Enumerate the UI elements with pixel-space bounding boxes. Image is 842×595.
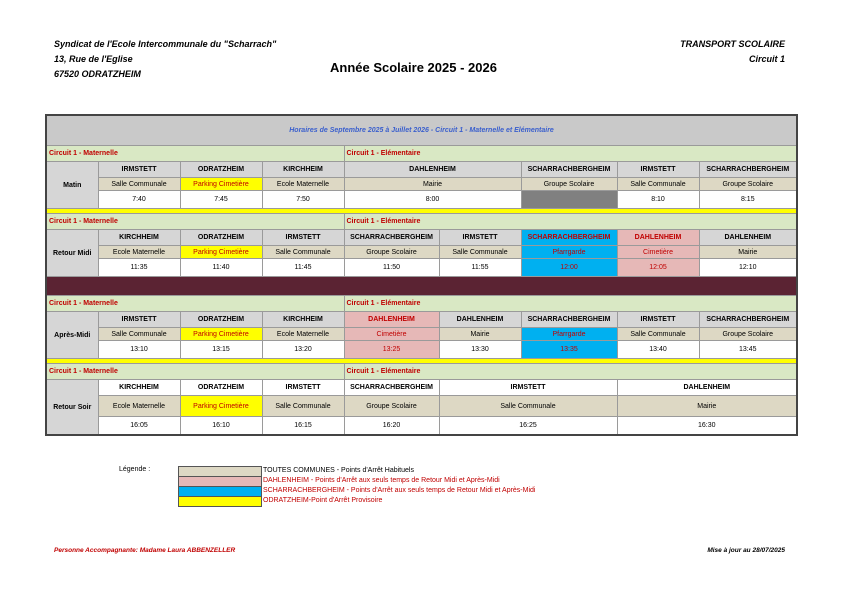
- legend-text-toutes-communes: TOUTES COMMUNES - Points d'Arrêt Habituels: [263, 467, 414, 474]
- time-cell: 16:10: [180, 417, 262, 436]
- commune-cell: IRMSTETT: [262, 230, 344, 246]
- stop-cell: Mairie: [344, 178, 521, 191]
- stop-cell: Groupe Scolaire: [521, 178, 617, 191]
- commune-cell: KIRCHHEIM: [98, 380, 180, 396]
- time-cell: 13:30: [439, 341, 521, 359]
- lunch-break-divider: [46, 277, 797, 296]
- commune-cell: SCHARRACHBERGHEIM: [344, 380, 439, 396]
- period-label-apres-midi: Après-Midi: [46, 312, 98, 359]
- legend-text-scharrachbergheim: SCHARRACHBERGHEIM - Points d'Arrêt aux seuls temps de Retour Midi et Après-Midi: [263, 487, 536, 494]
- commune-cell: DAHLENHEIM: [344, 312, 439, 328]
- commune-cell: DAHLENHEIM: [617, 230, 699, 246]
- commune-cell: IRMSTETT: [617, 162, 699, 178]
- time-cell: 13:45: [699, 341, 797, 359]
- stop-cell: Cimetière: [344, 328, 439, 341]
- commune-cell: SCHARRACHBERGHEIM: [521, 162, 617, 178]
- commune-cell: IRMSTETT: [98, 312, 180, 328]
- commune-cell: ODRATZHEIM: [180, 380, 262, 396]
- org-city: 67520 ODRATZHEIM: [54, 69, 141, 79]
- time-cell: 13:10: [98, 341, 180, 359]
- commune-cell: DAHLENHEIM: [439, 312, 521, 328]
- commune-cell: DAHLENHEIM: [699, 230, 797, 246]
- stop-cell: Salle Communale: [617, 178, 699, 191]
- schedule-banner: Horaires de Septembre 2025 à Juillet 2026 - Circuit 1 - Maternelle et Elémentaire: [46, 115, 797, 146]
- footer-update-date: Mise à jour au 28/07/2025: [707, 547, 785, 554]
- stop-cell: Groupe Scolaire: [344, 246, 439, 259]
- commune-cell: SCHARRACHBERGHEIM: [521, 312, 617, 328]
- period-label-retour-soir: Retour Soir: [46, 380, 98, 436]
- schedule-table: [45, 114, 798, 436]
- legend-text-dahlenheim: DAHLENHEIM - Points d'Arrêt aux seuls temps de Retour Midi et Après-Midi: [263, 477, 500, 484]
- time-cell: 16:15: [262, 417, 344, 436]
- commune-cell: DAHLENHEIM: [344, 162, 521, 178]
- stop-cell: Parking Cimetière: [180, 396, 262, 417]
- circuit-label: Circuit 1: [748, 54, 785, 64]
- commune-cell: DAHLENHEIM: [617, 380, 797, 396]
- commune-cell: SCHARRACHBERGHEIM: [521, 230, 617, 246]
- period-label-matin: Matin: [46, 162, 98, 209]
- stop-cell: Groupe Scolaire: [344, 396, 439, 417]
- footer-accompagnante: Personne Accompagnante: Madame Laura ABBENZELLER: [54, 547, 236, 554]
- time-cell: 11:50: [344, 259, 439, 277]
- time-cell: 8:15: [699, 191, 797, 209]
- time-cell: 8:10: [617, 191, 699, 209]
- stop-cell: Parking Cimetière: [180, 328, 262, 341]
- time-cell: 11:55: [439, 259, 521, 277]
- legend-swatch-odratzheim: [178, 496, 262, 507]
- stop-cell: Groupe Scolaire: [699, 328, 797, 341]
- stop-cell: Salle Communale: [262, 246, 344, 259]
- commune-cell: SCHARRACHBERGHEIM: [699, 162, 797, 178]
- transport-header: [680, 37, 785, 67]
- stop-cell: Parking Cimetière: [180, 178, 262, 191]
- time-cell: 13:25: [344, 341, 439, 359]
- commune-cell: KIRCHHEIM: [262, 312, 344, 328]
- stop-cell: Pfarrgarde: [521, 246, 617, 259]
- time-cell-empty: [521, 191, 617, 209]
- time-cell: 16:30: [617, 417, 797, 436]
- commune-cell: IRMSTETT: [439, 380, 617, 396]
- time-cell: 12:05: [617, 259, 699, 277]
- stop-cell: Salle Communale: [98, 328, 180, 341]
- commune-cell: IRMSTETT: [262, 380, 344, 396]
- stop-cell: Ecole Maternelle: [262, 178, 344, 191]
- circuit-maternelle-label: Circuit 1 - Maternelle: [46, 214, 344, 230]
- period-label-retour-midi: Retour Midi: [46, 230, 98, 277]
- time-cell: 13:35: [521, 341, 617, 359]
- transport-title: TRANSPORT SCOLAIRE: [680, 39, 785, 49]
- commune-cell: ODRATZHEIM: [180, 162, 262, 178]
- stop-cell: Salle Communale: [439, 246, 521, 259]
- stop-cell: Ecole Maternelle: [262, 328, 344, 341]
- commune-cell: IRMSTETT: [439, 230, 521, 246]
- time-cell: 12:00: [521, 259, 617, 277]
- time-cell: 8:00: [344, 191, 521, 209]
- time-cell: 13:40: [617, 341, 699, 359]
- time-cell: 16:25: [439, 417, 617, 436]
- time-cell: 7:45: [180, 191, 262, 209]
- stop-cell: Groupe Scolaire: [699, 178, 797, 191]
- time-cell: 16:20: [344, 417, 439, 436]
- stop-cell: Ecole Maternelle: [98, 396, 180, 417]
- time-cell: 13:15: [180, 341, 262, 359]
- time-cell: 13:20: [262, 341, 344, 359]
- circuit-maternelle-label: Circuit 1 - Maternelle: [46, 296, 344, 312]
- stop-cell: Salle Communale: [617, 328, 699, 341]
- org-header: [54, 37, 276, 82]
- commune-cell: IRMSTETT: [98, 162, 180, 178]
- stop-cell: Mairie: [439, 328, 521, 341]
- commune-cell: KIRCHHEIM: [262, 162, 344, 178]
- circuit-elementaire-label: Circuit 1 - Elémentaire: [344, 146, 797, 162]
- stop-cell: Salle Communale: [262, 396, 344, 417]
- stop-cell: Pfarrgarde: [521, 328, 617, 341]
- time-cell: 7:50: [262, 191, 344, 209]
- commune-cell: SCHARRACHBERGHEIM: [344, 230, 439, 246]
- circuit-maternelle-label: Circuit 1 - Maternelle: [46, 146, 344, 162]
- time-cell: 12:10: [699, 259, 797, 277]
- stop-cell: Mairie: [699, 246, 797, 259]
- stop-cell: Cimetière: [617, 246, 699, 259]
- legend-label: Légende :: [119, 466, 151, 473]
- stop-cell: Ecole Maternelle: [98, 246, 180, 259]
- commune-cell: ODRATZHEIM: [180, 312, 262, 328]
- time-cell: 11:45: [262, 259, 344, 277]
- stop-cell: Parking Cimetière: [180, 246, 262, 259]
- circuit-elementaire-label: Circuit 1 - Elémentaire: [344, 364, 797, 380]
- commune-cell: ODRATZHEIM: [180, 230, 262, 246]
- commune-cell: SCHARRACHBERGHEIM: [699, 312, 797, 328]
- legend-text-odratzheim: ODRATZHEIM-Point d'Arrêt Provisoire: [263, 497, 383, 504]
- time-cell: 16:05: [98, 417, 180, 436]
- stop-cell: Salle Communale: [439, 396, 617, 417]
- commune-cell: IRMSTETT: [617, 312, 699, 328]
- commune-cell: KIRCHHEIM: [98, 230, 180, 246]
- circuit-elementaire-label: Circuit 1 - Elémentaire: [344, 214, 797, 230]
- org-address: 13, Rue de l'Eglise: [54, 54, 133, 64]
- time-cell: 7:40: [98, 191, 180, 209]
- circuit-elementaire-label: Circuit 1 - Elémentaire: [344, 296, 797, 312]
- page-title: Année Scolaire 2025 - 2026: [330, 60, 497, 75]
- stop-cell: Mairie: [617, 396, 797, 417]
- circuit-maternelle-label: Circuit 1 - Maternelle: [46, 364, 344, 380]
- stop-cell: Salle Communale: [98, 178, 180, 191]
- org-name: Syndicat de l'Ecole Intercommunale du "Scharrach": [54, 39, 277, 49]
- time-cell: 11:40: [180, 259, 262, 277]
- time-cell: 11:35: [98, 259, 180, 277]
